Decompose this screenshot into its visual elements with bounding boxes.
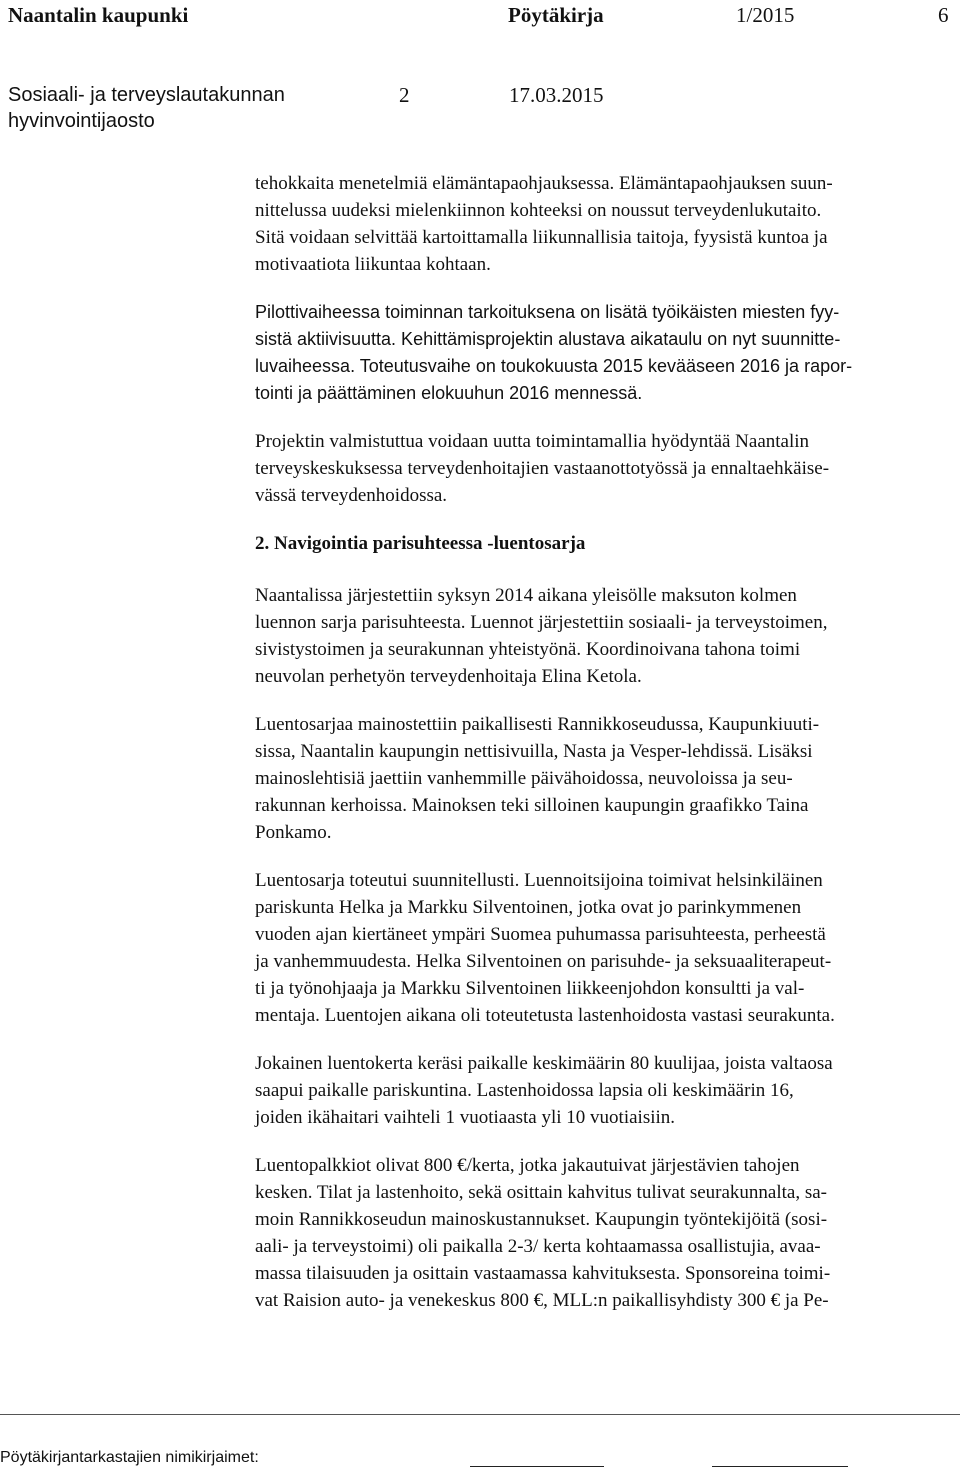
- text-line: ti ja työnohjaaja ja Markku Silventoinen liikkeenjohdon konsultti ja val-: [255, 978, 805, 999]
- text-line: terveyskeskuksessa terveydenhoitajien vastaanottotyössä ja ennaltaehkäise-: [255, 458, 830, 479]
- text-line: motivaatiota liikuntaa kohtaan.: [255, 254, 491, 275]
- minutes-body: [255, 170, 955, 1335]
- text-line: tehokkaita menetelmiä elämäntapaohjauksessa. Elämäntapaohjauksen suun-: [255, 173, 833, 194]
- text-line: massa tilaisuuden ja osittain vastaamassa kahvituksesta. Sponsoreina toimi-: [255, 1263, 831, 1284]
- document-type: Pöytäkirja: [508, 3, 604, 27]
- section-number: 2: [399, 83, 410, 107]
- text-line: neuvolan perhetyön terveydenhoitaja Elina Ketola.: [255, 666, 642, 687]
- text-line: vässä terveydenhoidossa.: [255, 485, 448, 506]
- text-line: Jokainen luentokerta keräsi paikalle keskimäärin 80 kuulijaa, joista valtaosa: [255, 1053, 833, 1074]
- text-line: luennon sarja parisuhteesta. Luennot järjestettiin sosiaali- ja terveystoimen,: [255, 612, 828, 633]
- text-line: rakunnan kerhoissa. Mainoksen teki silloinen kaupungin graafikko Taina: [255, 795, 809, 816]
- text-line: saapui paikalle pariskuntina. Lastenhoidossa lapsia oli keskimäärin 16,: [255, 1080, 794, 1101]
- text-line: Sitä voidaan selvittää kartoittamalla liikunnallisia taitoja, fyysistä kuntoa ja: [255, 227, 828, 248]
- text-line: mainoslehtisiä jaettiin vanhemmille päivähoidossa, neuvoloissa ja seu-: [255, 768, 793, 789]
- signature-line-2: [712, 1466, 848, 1467]
- text-line: Luentopalkkiot olivat 800 €/kerta, jotka jakautuivat järjestävien tahojen: [255, 1155, 800, 1176]
- paragraph-5: [255, 711, 955, 846]
- signatures-label: Pöytäkirjantarkastajien nimikirjaimet:: [0, 1449, 259, 1466]
- text-line: moin Rannikkoseudun mainoskustannukset. Kaupungin työntekijöitä (sosi-: [255, 1209, 828, 1230]
- footer-divider: [0, 1414, 960, 1415]
- text-line: sivistystoimen ja seurakunnan yhteistyönä. Koordinoivana tahona toimi: [255, 639, 801, 660]
- document-number: 1/2015: [736, 3, 795, 27]
- paragraph-6: [255, 867, 955, 1029]
- text-line: Ponkamo.: [255, 822, 332, 843]
- text-line: Luentosarjaa mainostettiin paikallisesti Rannikkoseudussa, Kaupunkiuuti-: [255, 714, 820, 735]
- municipality-name: Naantalin kaupunki: [8, 3, 189, 27]
- text-line: luvaiheessa. Toteutusvaihe on toukokuusta 2015 kevääseen 2016 ja rapor-: [255, 356, 853, 376]
- text-line: joiden ikähaitari vaihteli 1 vuotiaasta yli 10 vuotiaisiin.: [255, 1107, 676, 1128]
- signature-line-1: [470, 1466, 604, 1467]
- text-line: kesken. Tilat ja lastenhoito, sekä osittain kahvitus tulivat seurakunnalta, sa-: [255, 1182, 828, 1203]
- board-name: Sosiaali- ja terveyslautakunnan: [8, 84, 285, 106]
- text-line: ja vanhemmuudesta. Helka Silventoinen on parisuhde- ja seksuaaliterapeut-: [255, 951, 832, 972]
- paragraph-7: [255, 1050, 955, 1131]
- text-line: Pilottivaiheessa toiminnan tarkoituksena on lisätä työikäisten miesten fyy-: [255, 302, 840, 322]
- paragraph-3: [255, 428, 955, 509]
- paragraph-4: [255, 582, 955, 690]
- text-line: Projektin valmistuttua voidaan uutta toimintamallia hyödyntää Naantalin: [255, 431, 810, 452]
- paragraph-8: [255, 1152, 955, 1314]
- text-line: aali- ja terveystoimi) oli paikalla 2-3/ kerta kohtaamassa osallistujia, avaa-: [255, 1236, 821, 1257]
- text-line: sistä aktiivisuutta. Kehittämisprojektin alustava aikataulu on nyt suunnitte-: [255, 329, 841, 349]
- text-line: Luentosarja toteutui suunnitellusti. Luennoitsijoina toimivat helsinkiläinen: [255, 870, 823, 891]
- text-line: tointi ja päättäminen elokuuhun 2016 mennessä.: [255, 383, 643, 403]
- paragraph-1: [255, 170, 955, 278]
- text-line: sissa, Naantalin kaupungin nettisivuilla, Nasta ja Vesper-lehdissä. Lisäksi: [255, 741, 813, 762]
- text-line: vuoden ajan kiertäneet ympäri Suomea puhumassa parisuhteesta, perheestä: [255, 924, 826, 945]
- board-subcommittee: hyvinvointijaosto: [8, 110, 155, 132]
- text-line: mentaja. Luentojen aikana oli toteutetusta lastenhoidosta vastasi seurakunta.: [255, 1005, 835, 1026]
- meeting-date: 17.03.2015: [509, 83, 604, 107]
- text-line: vat Raision auto- ja venekeskus 800 €, MLL:n paikallisyhdisty 300 € ja Pe-: [255, 1290, 829, 1311]
- page-number: 6: [938, 3, 949, 27]
- section-heading: 2. Navigointia parisuhteessa -luentosarja: [255, 533, 586, 554]
- paragraph-2: [255, 299, 955, 407]
- text-line: nittelussa uudeksi mielenkiinnon kohteeksi on noussut terveydenlukutaito.: [255, 200, 822, 221]
- text-line: pariskunta Helka ja Markku Silventoinen, jotka ovat jo parinkymmenen: [255, 897, 802, 918]
- text-line: Naantalissa järjestettiin syksyn 2014 aikana yleisölle maksuton kolmen: [255, 585, 797, 606]
